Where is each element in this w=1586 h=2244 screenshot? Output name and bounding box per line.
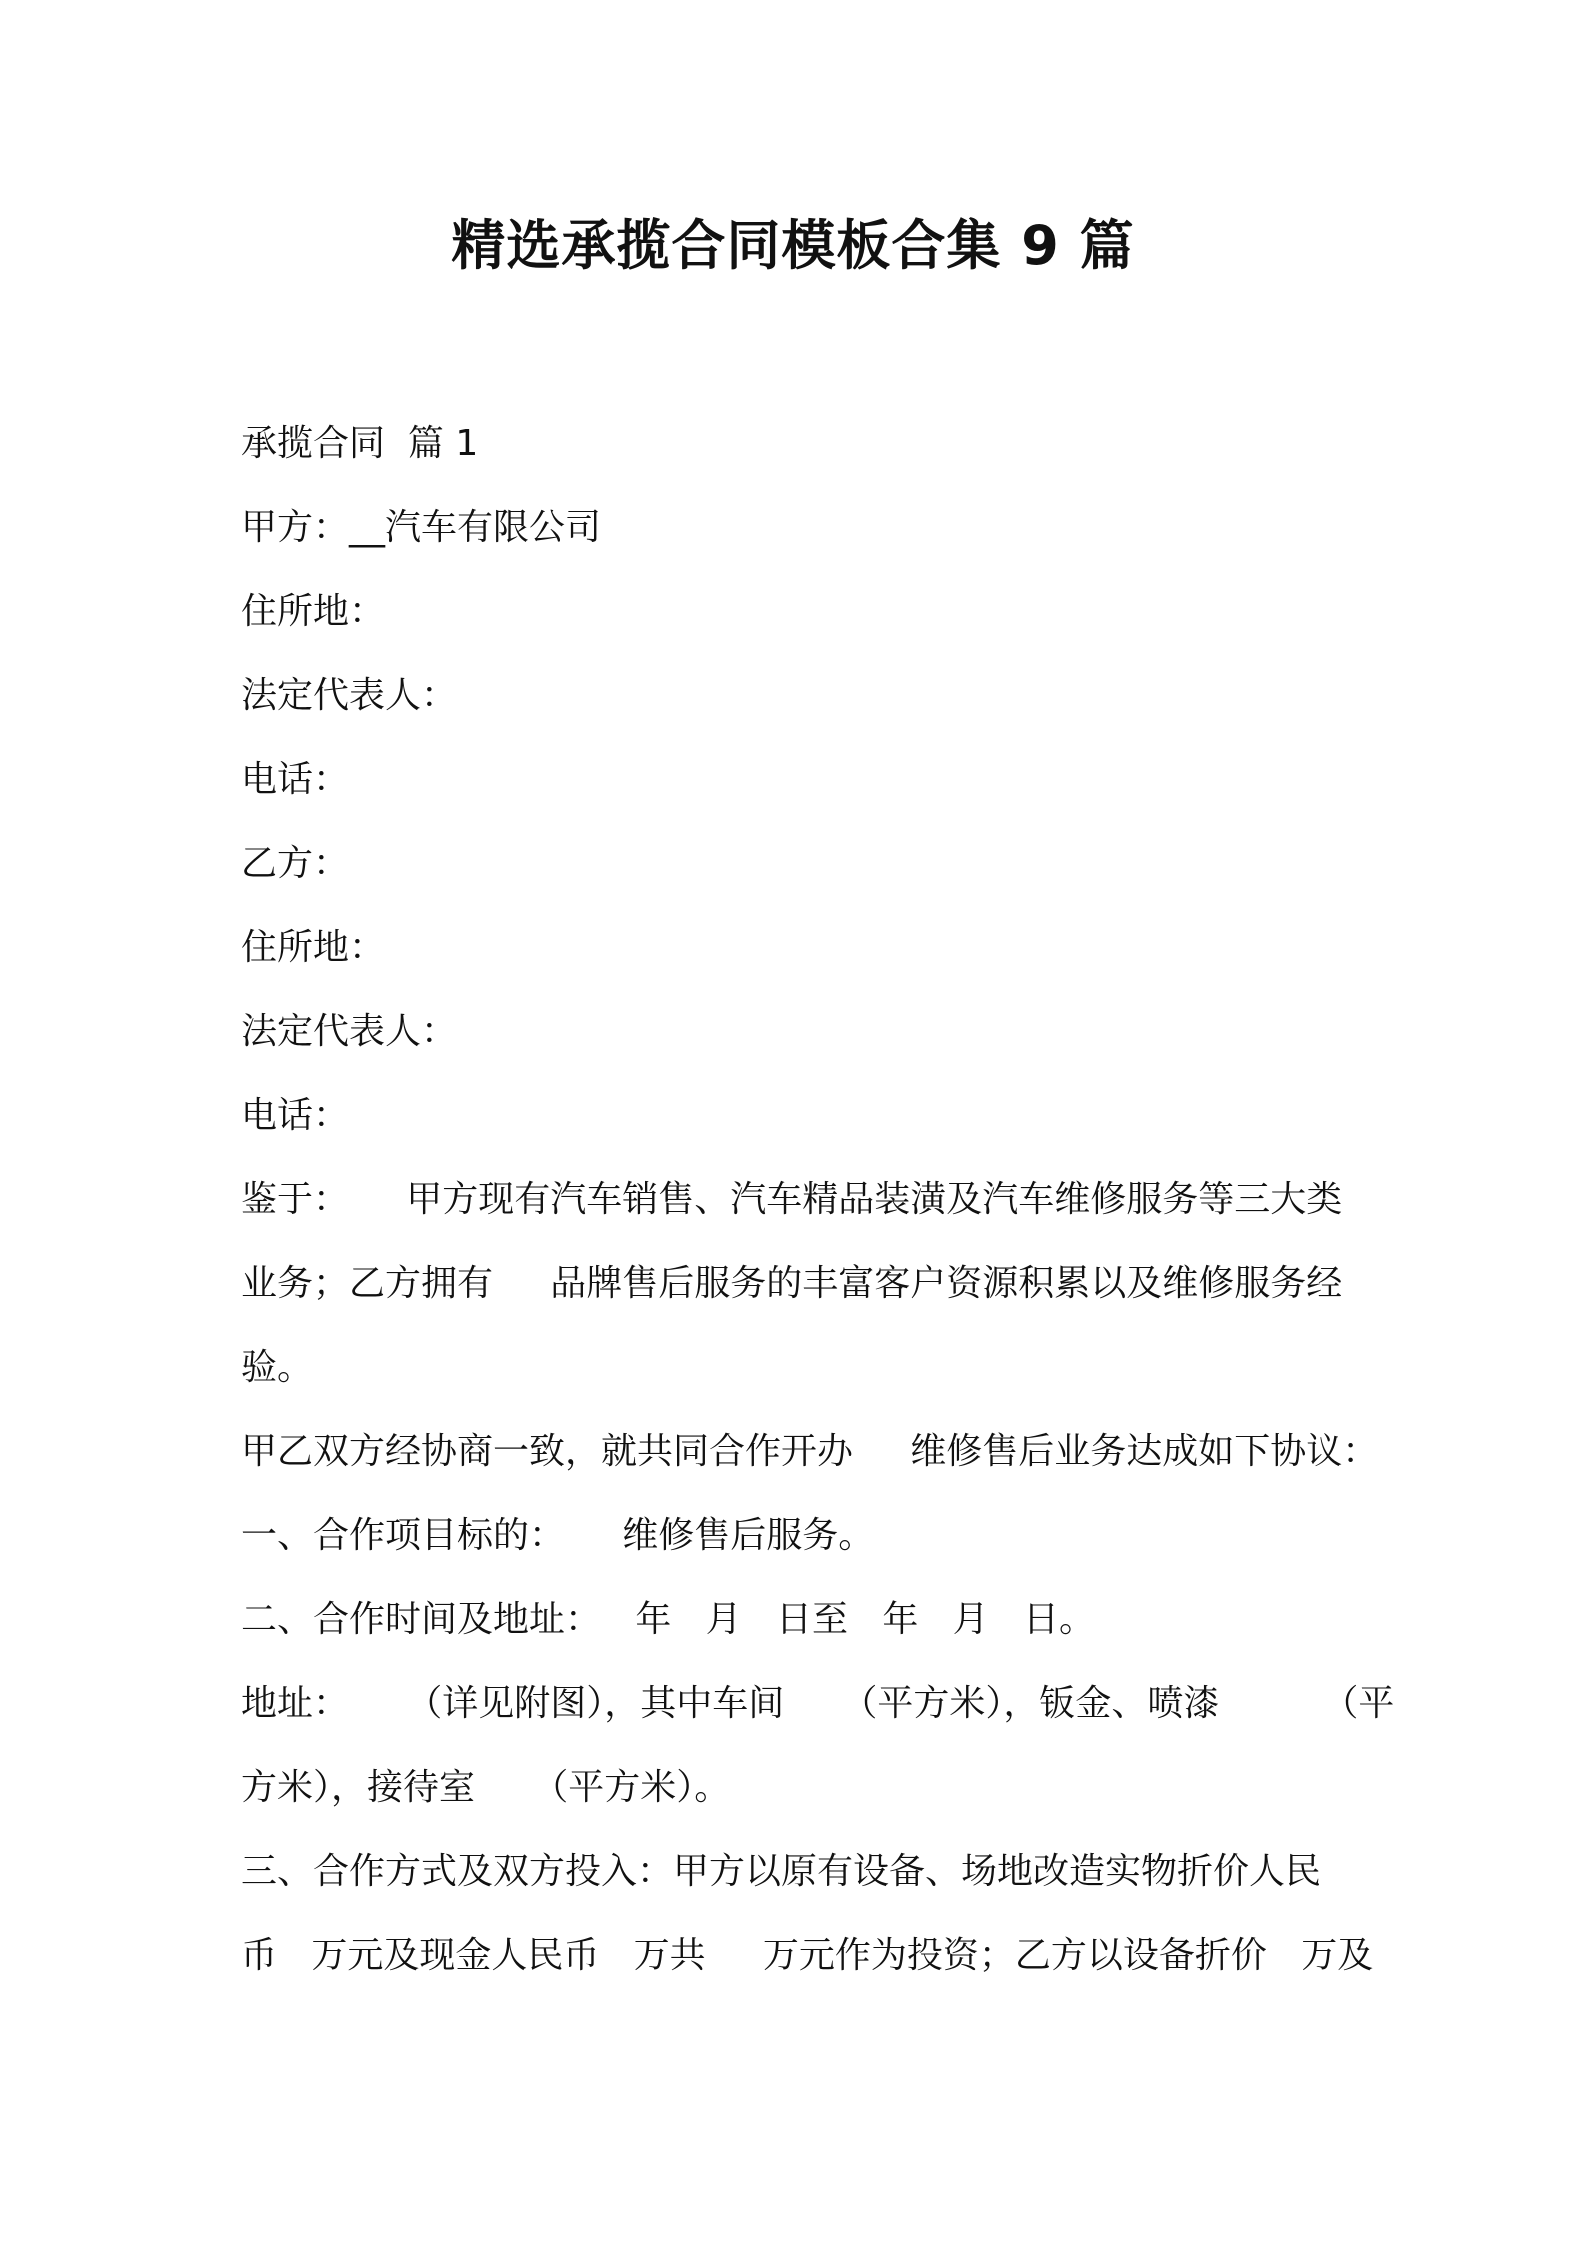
document-body	[241, 402, 1395, 1998]
party-b-name: 乙方：	[241, 843, 350, 884]
address-line-1: 地址： （详见附图），其中车间 （平方米），钣金、喷漆 （平	[241, 1683, 1395, 1724]
recital-line-3: 验。	[241, 1347, 314, 1388]
party-b-legal-representative: 法定代表人：	[241, 1011, 458, 1052]
party-a-name: 甲方：__汽车有限公司	[241, 507, 602, 548]
party-a-address: 住所地：	[241, 591, 386, 632]
party-a-legal-representative: 法定代表人：	[241, 675, 458, 716]
clause-three-line-1: 三、合作方式及双方投入：甲方以原有设备、场地改造实物折价人民	[241, 1851, 1322, 1892]
address-line-2: 方米），接待室 （平方米）。	[241, 1767, 731, 1808]
party-b-address: 住所地：	[241, 927, 386, 968]
party-a-phone: 电话：	[241, 759, 350, 800]
document-title: 精选承揽合同模板合集 9 篇	[451, 214, 1135, 277]
agreement-intro: 甲乙双方经协商一致，就共同合作开办 维修售后业务达成如下协议：	[241, 1431, 1379, 1472]
recital-line-2: 业务；乙方拥有 品牌售后服务的丰富客户资源积累以及维修服务经	[241, 1263, 1343, 1304]
recital-line-1: 鉴于： 甲方现有汽车销售、汽车精品装潢及汽车维修服务等三大类	[241, 1179, 1343, 1220]
section-heading: 承揽合同 篇 1	[241, 423, 479, 464]
clause-two: 二、合作时间及地址： 年 月 日至 年 月 日。	[241, 1599, 1095, 1640]
party-b-phone: 电话：	[241, 1095, 350, 1136]
clause-three-line-2: 币 万元及现金人民币 万共 万元作为投资；乙方以设备折价 万及	[241, 1935, 1374, 1976]
clause-one: 一、合作项目标的： 维修售后服务。	[241, 1515, 875, 1556]
